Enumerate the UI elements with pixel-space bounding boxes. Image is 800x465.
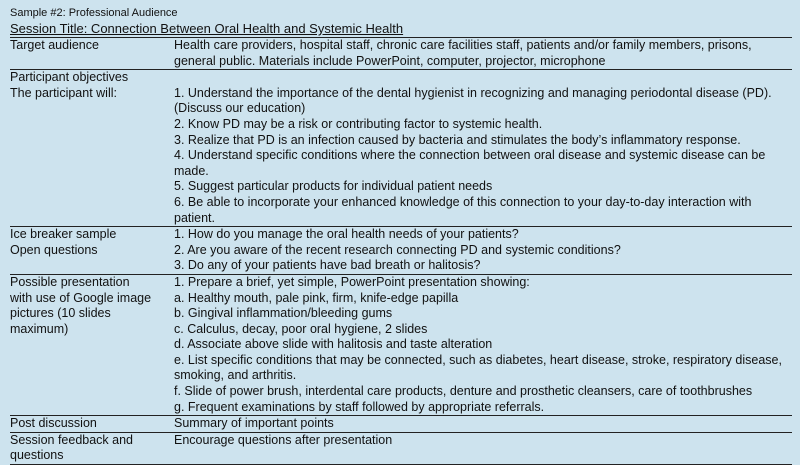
row-content-line: Summary of important points — [174, 416, 334, 431]
table-row — [10, 70, 792, 227]
row-content-line: f. Slide of power brush, interdental care products, denture and prosthetic cleansers, care of toothbrushes — [174, 384, 753, 399]
row-content-line: 1. Understand the importance of the dental hygienist in recognizing and managing periodontal disease (PD). (Discuss our education) — [174, 85, 772, 116]
row-label-line: questions — [10, 448, 64, 463]
row-label — [10, 432, 172, 464]
row-label — [10, 274, 172, 415]
row-content-line: a. Healthy mouth, pale pink, firm, knife-edge papilla — [174, 290, 459, 305]
row-content-line: 5. Suggest particular products for individual patient needs — [174, 179, 493, 194]
row-content-line: c. Calculus, decay, poor oral hygiene, 2 slides — [174, 321, 428, 336]
session-plan-table — [10, 38, 792, 465]
sample-label: Sample #2: Professional Audience — [10, 7, 178, 19]
table-row — [10, 227, 792, 275]
row-content-line: 3. Realize that PD is an infection caused by bacteria and stimulates the body’s inflammatory response. — [174, 132, 741, 147]
row-content — [172, 274, 792, 415]
row-label — [10, 227, 172, 275]
session-title: Session Title: Connection Between Oral Health and Systemic Health — [10, 21, 792, 38]
table-row — [10, 416, 792, 433]
row-content-line: 2. Know PD may be a risk or contributing factor to systemic health. — [174, 116, 543, 131]
row-content-line: g. Frequent examinations by staff followed by appropriate referrals. — [174, 399, 545, 414]
row-label-line: Possible presentation — [10, 274, 130, 289]
table-row — [10, 38, 792, 70]
row-content-line: 3. Do any of your patients have bad breath or halitosis? — [174, 258, 481, 273]
row-content-line: 6. Be able to incorporate your enhanced knowledge of this connection to your day-to-day interaction with patient. — [174, 194, 752, 225]
row-label-line: The participant will: — [10, 85, 117, 100]
row-content — [172, 70, 792, 227]
row-label-line: Open questions — [10, 242, 98, 257]
row-label-line: Target audience — [10, 38, 99, 52]
row-content — [172, 38, 792, 70]
row-content-line: 4. Understand specific conditions where the connection between oral disease and systemic disease can be made. — [174, 148, 766, 178]
table-row — [10, 432, 792, 464]
row-label-line: with use of Google image — [10, 290, 152, 305]
row-content-line: 2. Are you aware of the recent research connecting PD and systemic conditions? — [174, 242, 621, 257]
row-content-line: e. List specific conditions that may be connected, such as diabetes, heart disease, stroke, respiratory disease, smoking, and arthritis. — [174, 352, 782, 383]
table-row — [10, 274, 792, 415]
row-label — [10, 38, 172, 70]
row-content — [172, 227, 792, 275]
row-label-line: pictures (10 slides — [10, 306, 111, 321]
row-label-line: Session feedback and — [10, 432, 134, 447]
row-content — [172, 416, 792, 433]
row-label — [10, 416, 172, 433]
row-content — [172, 432, 792, 464]
row-label-line: Ice breaker sample — [10, 227, 117, 242]
row-content-line: 1. How do you manage the oral health needs of your patients? — [174, 227, 519, 242]
row-content-line: d. Associate above slide with halitosis and taste alteration — [174, 337, 493, 352]
row-label-line: maximum) — [10, 321, 69, 336]
row-label — [10, 70, 172, 227]
row-content-line: 1. Prepare a brief, yet simple, PowerPoint presentation showing: — [174, 274, 530, 289]
row-content-line: b. Gingival inflammation/bleeding gums — [174, 306, 393, 321]
row-content-line — [174, 70, 790, 86]
row-label-line: Participant objectives — [10, 70, 129, 85]
row-label-line: Post discussion — [10, 416, 97, 431]
row-content-line: Encourage questions after presentation — [174, 432, 393, 447]
row-content-line: Health care providers, hospital staff, chronic care facilities staff, patients and/or family members, prisons, general public. Materials include PowerPoint, computer, projector, microphone — [174, 38, 752, 68]
